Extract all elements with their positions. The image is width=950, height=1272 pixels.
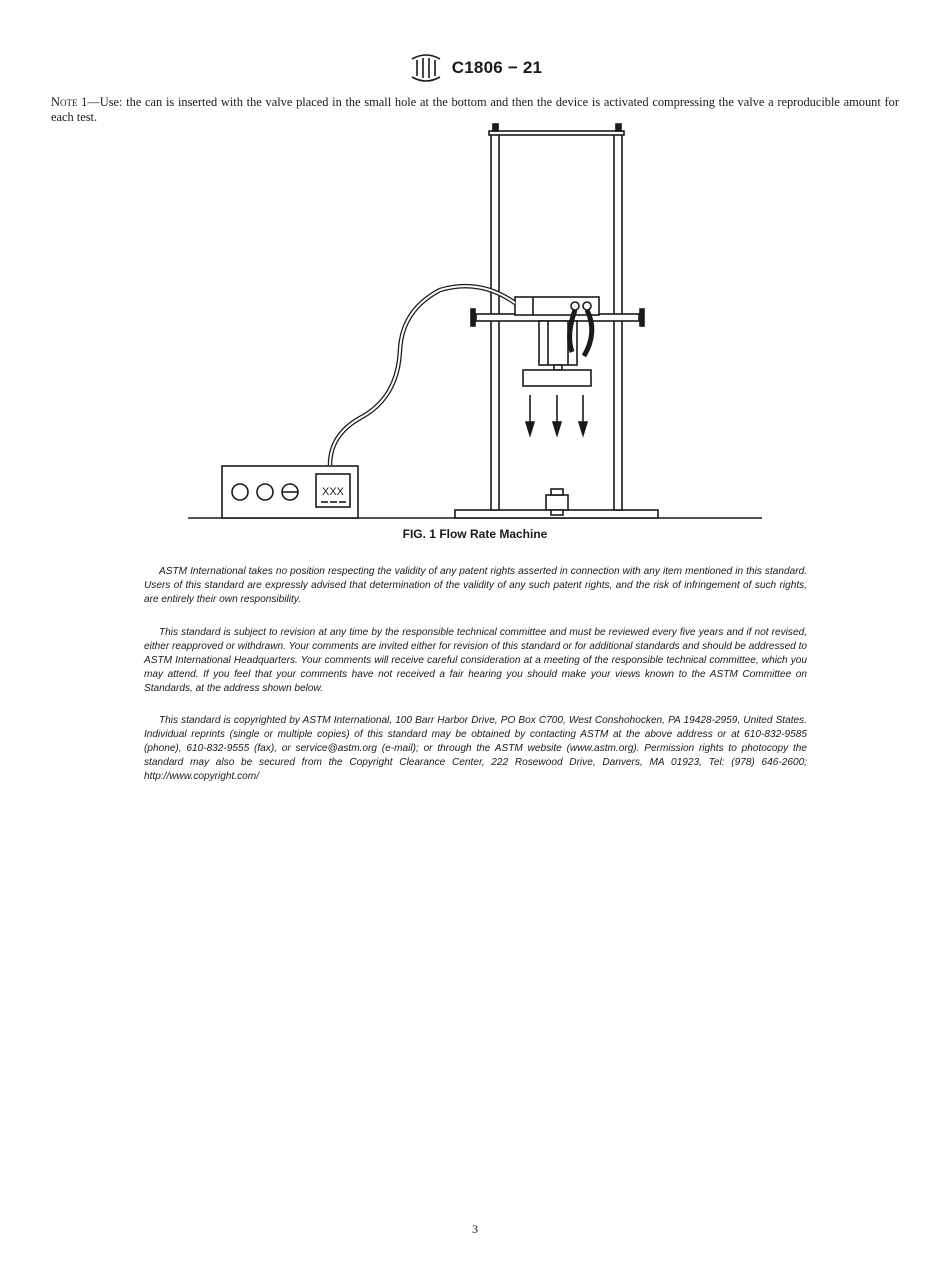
page-number: 3	[472, 1222, 478, 1236]
document-id: C1806 − 21	[451, 58, 543, 77]
note-text: —Use: the can is inserted with the valve placed in the small hole at the bottom and then the device is activated compressing the valve a reproducible amount for each test.	[51, 95, 899, 124]
cable	[330, 286, 515, 465]
astm-logo-icon	[408, 53, 444, 83]
figure-caption: FIG. 1 Flow Rate Machine	[402, 527, 548, 541]
revision-notice: This standard is subject to revision at any time by the responsible technical committee and must be reviewed every five years and if not revised, either reapproved or withdrawn. Your comments are invited either for revision of this standard or for additional standards and should be addressed to ASTM International Headquarters. Your comments will receive careful consideration at a meeting of the responsible technical committee, which you may attend. If you feel that your comments have not received a fair hearing you should make your views known to the ASTM Committee on Standards, at the address shown below.	[144, 627, 808, 694]
display-readout: XXX	[321, 486, 345, 498]
page-header	[0, 52, 950, 84]
top-bar	[489, 131, 624, 135]
patent-notice: ASTM International takes no position respecting the validity of any patent rights asserted in connection with any item mentioned in this standard. Users of this standard are expressly advised that determination of the validity of any such patent rights, and the risk of infringement of such rights, are entirely their own responsibility.	[144, 566, 807, 605]
note-label: Note 1	[51, 95, 88, 109]
can-holder	[546, 495, 568, 510]
flow-rate-machine-figure	[180, 120, 770, 525]
copyright-notice: This standard is copyrighted by ASTM International, 100 Barr Harbor Drive, PO Box C700, West Conshohocken, PA 19428-2959, United States. Individual reprints (single or multiple copies) of this standard may be obtained by contacting ASTM at the above address or at 610-832-9585 (phone), 610-832-9555 (fax), or service@astm.org (e-mail); or through the ASTM website (www.astm.org). Permission rights to photocopy the standard may also be secured from the Copyright Clearance Center, 222 Rosewood Drive, Danvers, MA 01923, Tel: (978) 646-2600; http://www.copyright.com/	[144, 715, 807, 782]
downward-arrows	[526, 395, 587, 435]
press-head	[523, 370, 591, 386]
